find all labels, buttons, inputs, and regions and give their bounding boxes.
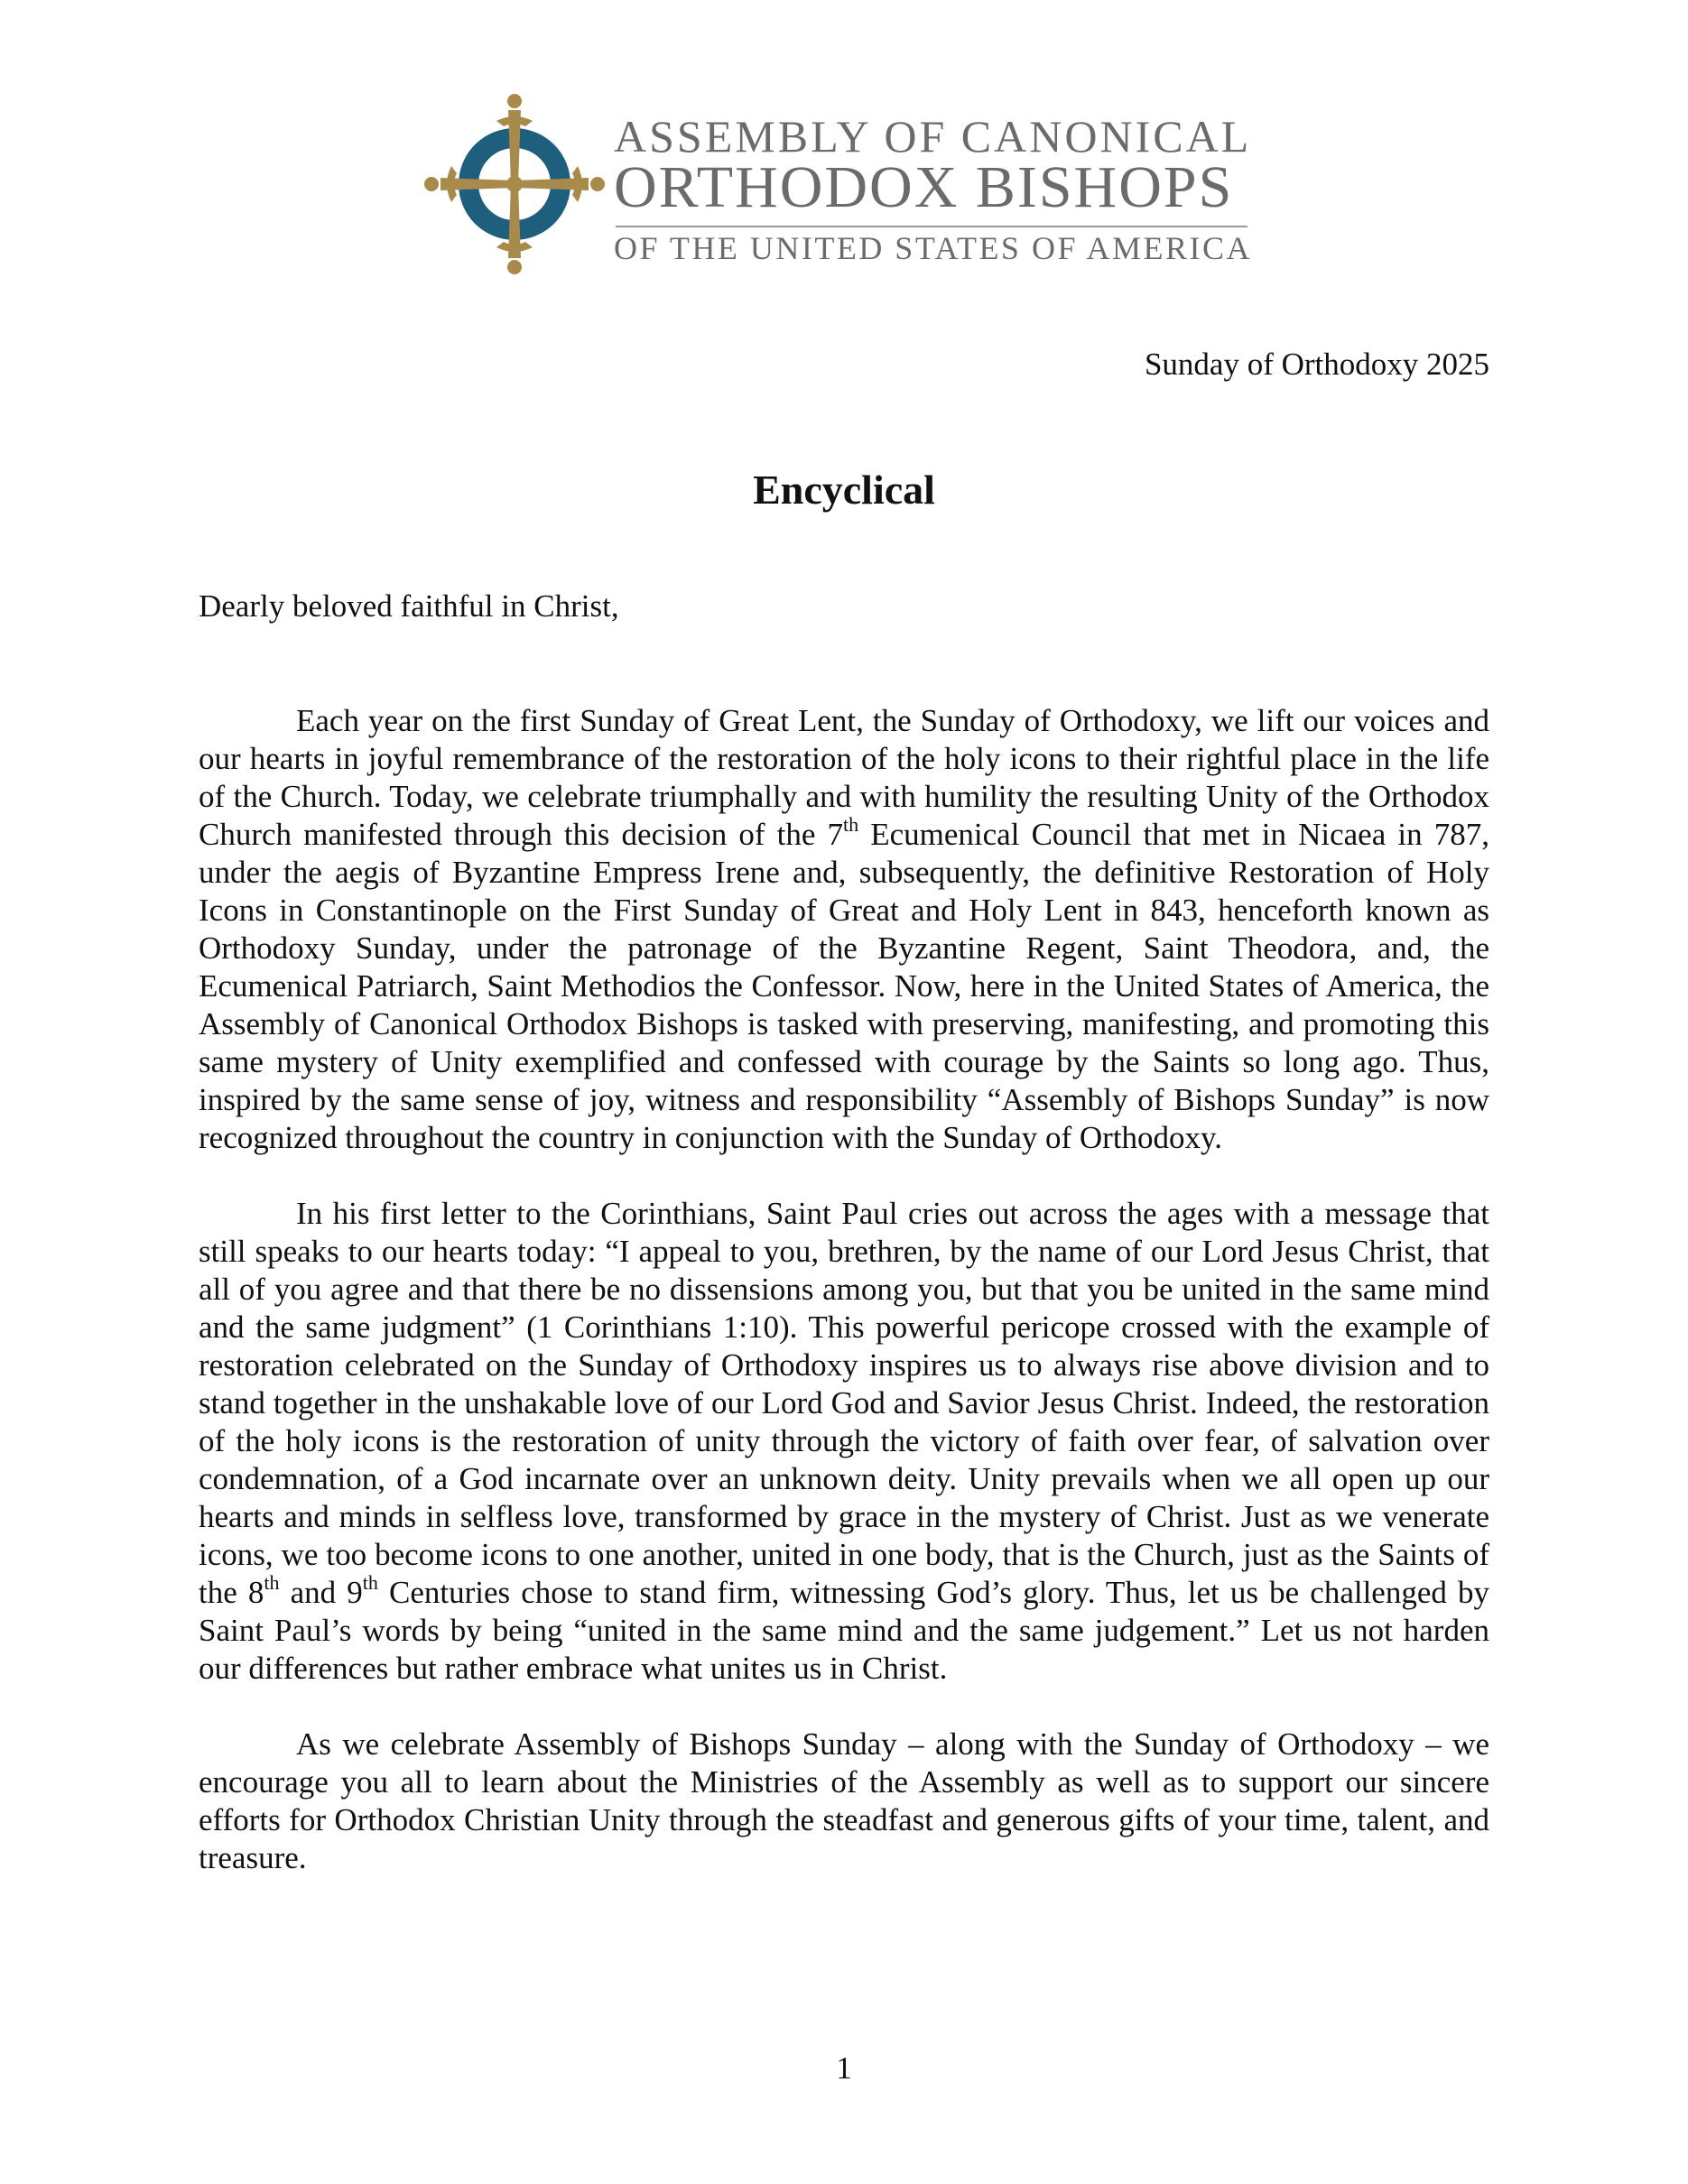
paragraph-1: Each year on the first Sunday of Great Lent, the Sunday of Orthodoxy, we lift our voices and our hearts in joyful remembrance of the restoration of the holy icons to their rightful place in the life of the Church. Today, we celebrate triumphally and with humility the resulting Unity of the Orthodox Church manifested through this decision of the 7th Ecumenical Council that met in Nicaea in 787, under the aegis of Byzantine Empress Irene and, subsequently, the definitive Restoration of Holy Icons in Constantinople on the First Sunday of Great and Holy Lent in 843, henceforth known as Orthodoxy Sunday, under the patronage of the Byzantine Regent, Saint Theodora, and, the Ecumenical Patriarch, Saint Methodios the Confessor. Now, here in the United States of America, the Assembly of Canonical Orthodox Bishops is tasked with preserving, manifesting, and promoting this same mystery of Unity exemplified and confessed with courage by the Saints so long ago. Thus, inspired by the same sense of joy, witness and responsibility “Assembly of Bishops Sunday” is now recognized throughout the country in conjunction with the Sunday of Orthodoxy.: [199, 703, 1489, 1155]
org-name-line3: OF THE UNITED STATES OF AMERICA: [614, 230, 1252, 266]
document-title: Encyclical: [753, 467, 935, 513]
salutation: Dearly beloved faithful in Christ,: [199, 588, 619, 624]
paragraph-3: As we celebrate Assembly of Bishops Sunday – along with the Sunday of Orthodoxy – we encourage you all to learn about the Ministries of the Assembly as well as to support our sincere efforts for Orthodox Christian Unity through the steadfast and generous gifts of your time, talent, and treasure.: [199, 1726, 1489, 1875]
page-number: 1: [836, 2050, 852, 2086]
document-body: [199, 702, 1489, 1915]
letterhead: [424, 94, 1264, 274]
cross-emblem-icon: [424, 94, 605, 274]
org-name-line2: ORTHODOX BISHOPS: [614, 154, 1234, 220]
paragraph-2: In his first letter to the Corinthians, Saint Paul cries out across the ages with a message that still speaks to our hearts today: “I appeal to you, brethren, by the name of our Lord Jesus Christ, that all of you agree and that there be no dissensions among you, but that you be united in the same mind and the same judgment” (1 Corinthians 1:10). This powerful pericope crossed with the example of restoration celebrated on the Sunday of Orthodoxy inspires us to always rise above division and to stand together in the unshakable love of our Lord God and Savior Jesus Christ. Indeed, the restoration of the holy icons is the restoration of unity through the victory of faith over fear, of salvation over condemnation, of a God incarnate over an unknown deity. Unity prevails when we all open up our hearts and minds in selfless love, transformed by grace in the mystery of Christ. Just as we venerate icons, we too become icons to one another, united in one body, that is the Church, just as the Saints of the 8th and 9th Centuries chose to stand firm, witnessing God’s glory. Thus, let us be challenged by Saint Paul’s words by being “united in the same mind and the same judgement.” Let us not harden our differences but rather embrace what unites us in Christ.: [199, 1196, 1489, 1686]
letterhead-divider: [616, 226, 1247, 227]
document-date: Sunday of Orthodoxy 2025: [1144, 347, 1489, 382]
org-name-line1: ASSEMBLY OF CANONICAL: [614, 111, 1252, 162]
